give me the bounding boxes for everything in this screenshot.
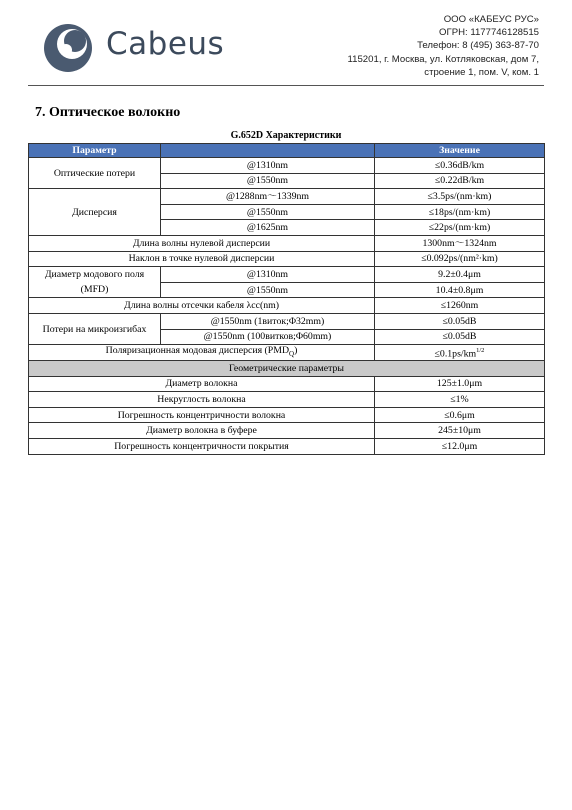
section-title: 7. Оптическое волокно xyxy=(35,105,181,120)
table-row xyxy=(29,158,545,174)
table-row xyxy=(29,313,545,329)
mfd-1310-value: 9.2±0.4μm xyxy=(375,267,545,283)
company-ogrn: ОГРН: 1177746128515 xyxy=(439,27,539,39)
spec-table xyxy=(28,143,545,455)
pmd-label xyxy=(29,345,375,361)
header-value: Значение xyxy=(375,144,545,158)
zero-wl-value: 1300nm～1324nm xyxy=(375,235,545,251)
loss-1550: @1550nm xyxy=(161,173,375,189)
disp-1550-value: ≤18ps/(nm·km) xyxy=(375,204,545,220)
pmd-value-sup: 1/2 xyxy=(476,347,485,355)
bend-1: @1550nm (1виток;Φ32mm) xyxy=(161,313,375,329)
table-row xyxy=(29,267,545,283)
disp-1288: @1288nm～1339nm xyxy=(161,189,375,205)
loss-1310: @1310nm xyxy=(161,158,375,174)
table-row xyxy=(29,376,545,392)
table-row xyxy=(29,298,545,314)
company-info xyxy=(279,13,539,79)
table-row xyxy=(29,189,545,205)
clad-value: 125±1.0μm xyxy=(375,376,545,392)
conc-value: ≤0.6μm xyxy=(375,407,545,423)
company-address-1: 115201, г. Москва, ул. Котляковская, дом 7, xyxy=(347,53,539,65)
buffer-label: Диаметр волокна в буфере xyxy=(29,423,375,439)
nonround-label: Некруглость волокна xyxy=(29,392,375,408)
company-address-2: строение 1, пом. V, ком. 1 xyxy=(424,66,539,78)
pmd-label-text: Поляризационная модовая дисперсия (PMD xyxy=(105,345,290,357)
table-row xyxy=(29,423,545,439)
slope-label: Наклон в точке нулевой дисперсии xyxy=(29,251,375,267)
pmd-label-sub: Q xyxy=(289,350,295,359)
bend-label: Потери на микроизгибах xyxy=(29,313,161,344)
cabeus-logo xyxy=(42,22,242,78)
bend-2-value: ≤0.05dB xyxy=(375,329,545,345)
table-row xyxy=(29,439,545,455)
disp-1288-value: ≤3.5ps/(nm·km) xyxy=(375,189,545,205)
disp-1550: @1550nm xyxy=(161,204,375,220)
pmd-label-end: ) xyxy=(294,345,298,357)
pmd-value xyxy=(375,345,545,361)
nonround-value: ≤1% xyxy=(375,392,545,408)
loss-1310-value: ≤0.36dB/km xyxy=(375,158,545,174)
header-divider xyxy=(28,85,544,86)
table-header-row xyxy=(29,144,545,158)
geometry-header: Геометрические параметры xyxy=(29,361,545,377)
pmd-value-text: ≤0.1ps/km xyxy=(434,348,477,360)
dispersion-label: Дисперсия xyxy=(29,189,161,236)
mfd-label xyxy=(29,267,161,298)
mfd-1550-value: 10.4±0.8μm xyxy=(375,282,545,298)
company-phone: Телефон: 8 (495) 363-87-70 xyxy=(417,40,539,52)
header-blank xyxy=(161,144,375,158)
coat-conc-value: ≤12.0μm xyxy=(375,439,545,455)
geometry-header-row xyxy=(29,361,545,377)
disp-1625-value: ≤22ps/(nm·km) xyxy=(375,220,545,236)
zero-wl-label: Длина волны нулевой дисперсии xyxy=(29,235,375,251)
buffer-value: 245±10μm xyxy=(375,423,545,439)
company-name: ООО «КАБЕУС РУС» xyxy=(443,14,539,25)
mfd-1550: @1550nm xyxy=(161,282,375,298)
table-title: G.652D Характеристики xyxy=(230,130,342,141)
conc-label: Погрешность концентричности волокна xyxy=(29,407,375,423)
clad-label: Диаметр волокна xyxy=(29,376,375,392)
logo-text: Cabeus xyxy=(106,26,225,62)
cutoff-value: ≤1260nm xyxy=(375,298,545,314)
table-row xyxy=(29,345,545,361)
cabeus-logo-icon xyxy=(42,22,98,78)
bend-2: @1550nm (100витков;Φ60mm) xyxy=(161,329,375,345)
disp-1625: @1625nm xyxy=(161,220,375,236)
loss-label: Оптические потери xyxy=(29,158,161,189)
mfd-label-line-1: Диаметр модового поля xyxy=(44,269,145,281)
loss-1550-value: ≤0.22dB/km xyxy=(375,173,545,189)
bend-1-value: ≤0.05dB xyxy=(375,313,545,329)
mfd-label-line-2: (MFD) xyxy=(80,284,109,296)
mfd-1310: @1310nm xyxy=(161,267,375,283)
header-param: Параметр xyxy=(29,144,161,158)
table-row xyxy=(29,407,545,423)
cutoff-label: Длина волны отсечки кабеля λcc(nm) xyxy=(29,298,375,314)
coat-conc-label: Погрешность концентричности покрытия xyxy=(29,439,375,455)
table-row xyxy=(29,251,545,267)
table-row xyxy=(29,235,545,251)
slope-value: ≤0.092ps/(nm²·km) xyxy=(375,251,545,267)
table-row xyxy=(29,392,545,408)
